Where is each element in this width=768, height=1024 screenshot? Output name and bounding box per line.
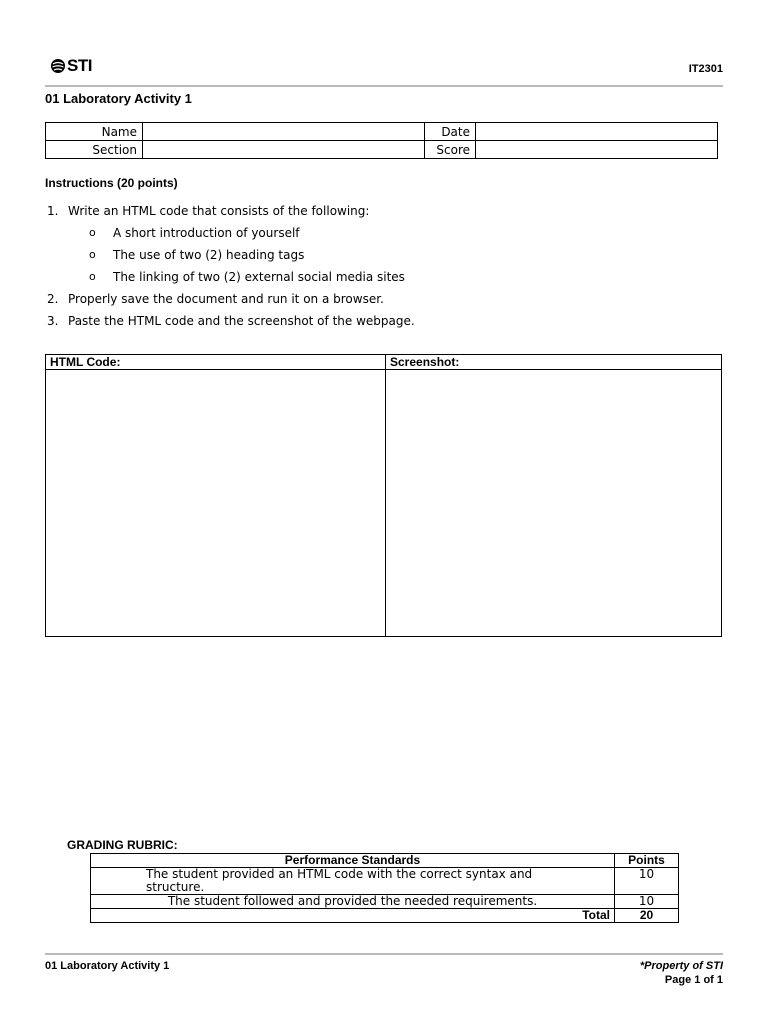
rubric-standard: The student provided an HTML code with the correct syntax and structure. [91,868,615,895]
step-number: 1. [47,204,59,218]
page-number: Page 1 of 1 [664,974,723,986]
score-label: Score [425,141,476,159]
step-text: Properly save the document and run it on a browser. [68,292,384,306]
grading-rubric-table [90,853,679,923]
step-number: 2. [47,292,59,306]
subitem-text: A short introduction of yourself [113,226,300,240]
total-label: Total [91,909,615,923]
instructions-list [45,204,725,336]
subitem-text: The linking of two (2) external social media sites [113,270,405,284]
points-column-header: Points [615,854,679,868]
name-field[interactable] [143,123,425,141]
step-text: Paste the HTML code and the screenshot of the webpage. [68,314,415,328]
sti-logo [50,56,92,76]
total-value: 20 [615,909,679,923]
screenshot-area[interactable] [386,370,722,637]
name-label: Name [46,123,143,141]
sti-globe-icon [50,58,66,74]
screenshot-header: Screenshot: [386,355,722,370]
instruction-step [45,204,725,226]
property-notice: *Property of STI [639,960,723,972]
date-label: Date [425,123,476,141]
step-number: 3. [47,314,59,328]
html-code-area[interactable] [46,370,386,637]
rubric-standard: The student followed and provided the needed requirements. [91,895,615,909]
instruction-step [45,314,725,336]
course-code: IT2301 [688,63,723,75]
section-field[interactable] [143,141,425,159]
section-label: Section [46,141,143,159]
score-field[interactable] [476,141,718,159]
instruction-subitem [45,248,725,270]
bullet-icon: o [89,248,96,261]
instruction-subitem [45,270,725,292]
standards-column-header: Performance Standards [91,854,615,868]
rubric-heading: GRADING RUBRIC: [67,838,178,852]
step-text: Write an HTML code that consists of the following: [68,204,370,218]
instruction-subitem [45,226,725,248]
date-field[interactable] [476,123,718,141]
subitem-text: The use of two (2) heading tags [113,248,305,262]
footer-title: 01 Laboratory Activity 1 [45,960,170,972]
logo-text: STI [67,56,92,75]
html-code-header: HTML Code: [46,355,386,370]
page-title: 01 Laboratory Activity 1 [45,91,192,106]
instructions-heading: Instructions (20 points) [45,176,178,190]
footer-right [640,959,723,987]
rubric-points: 10 [615,895,679,909]
footer-divider [45,953,723,955]
bullet-icon: o [89,226,96,239]
bullet-icon: o [89,270,96,283]
rubric-points: 10 [615,868,679,895]
student-info-table [45,122,718,159]
header-divider [45,85,723,87]
submission-table [45,354,722,637]
instruction-step [45,292,725,314]
